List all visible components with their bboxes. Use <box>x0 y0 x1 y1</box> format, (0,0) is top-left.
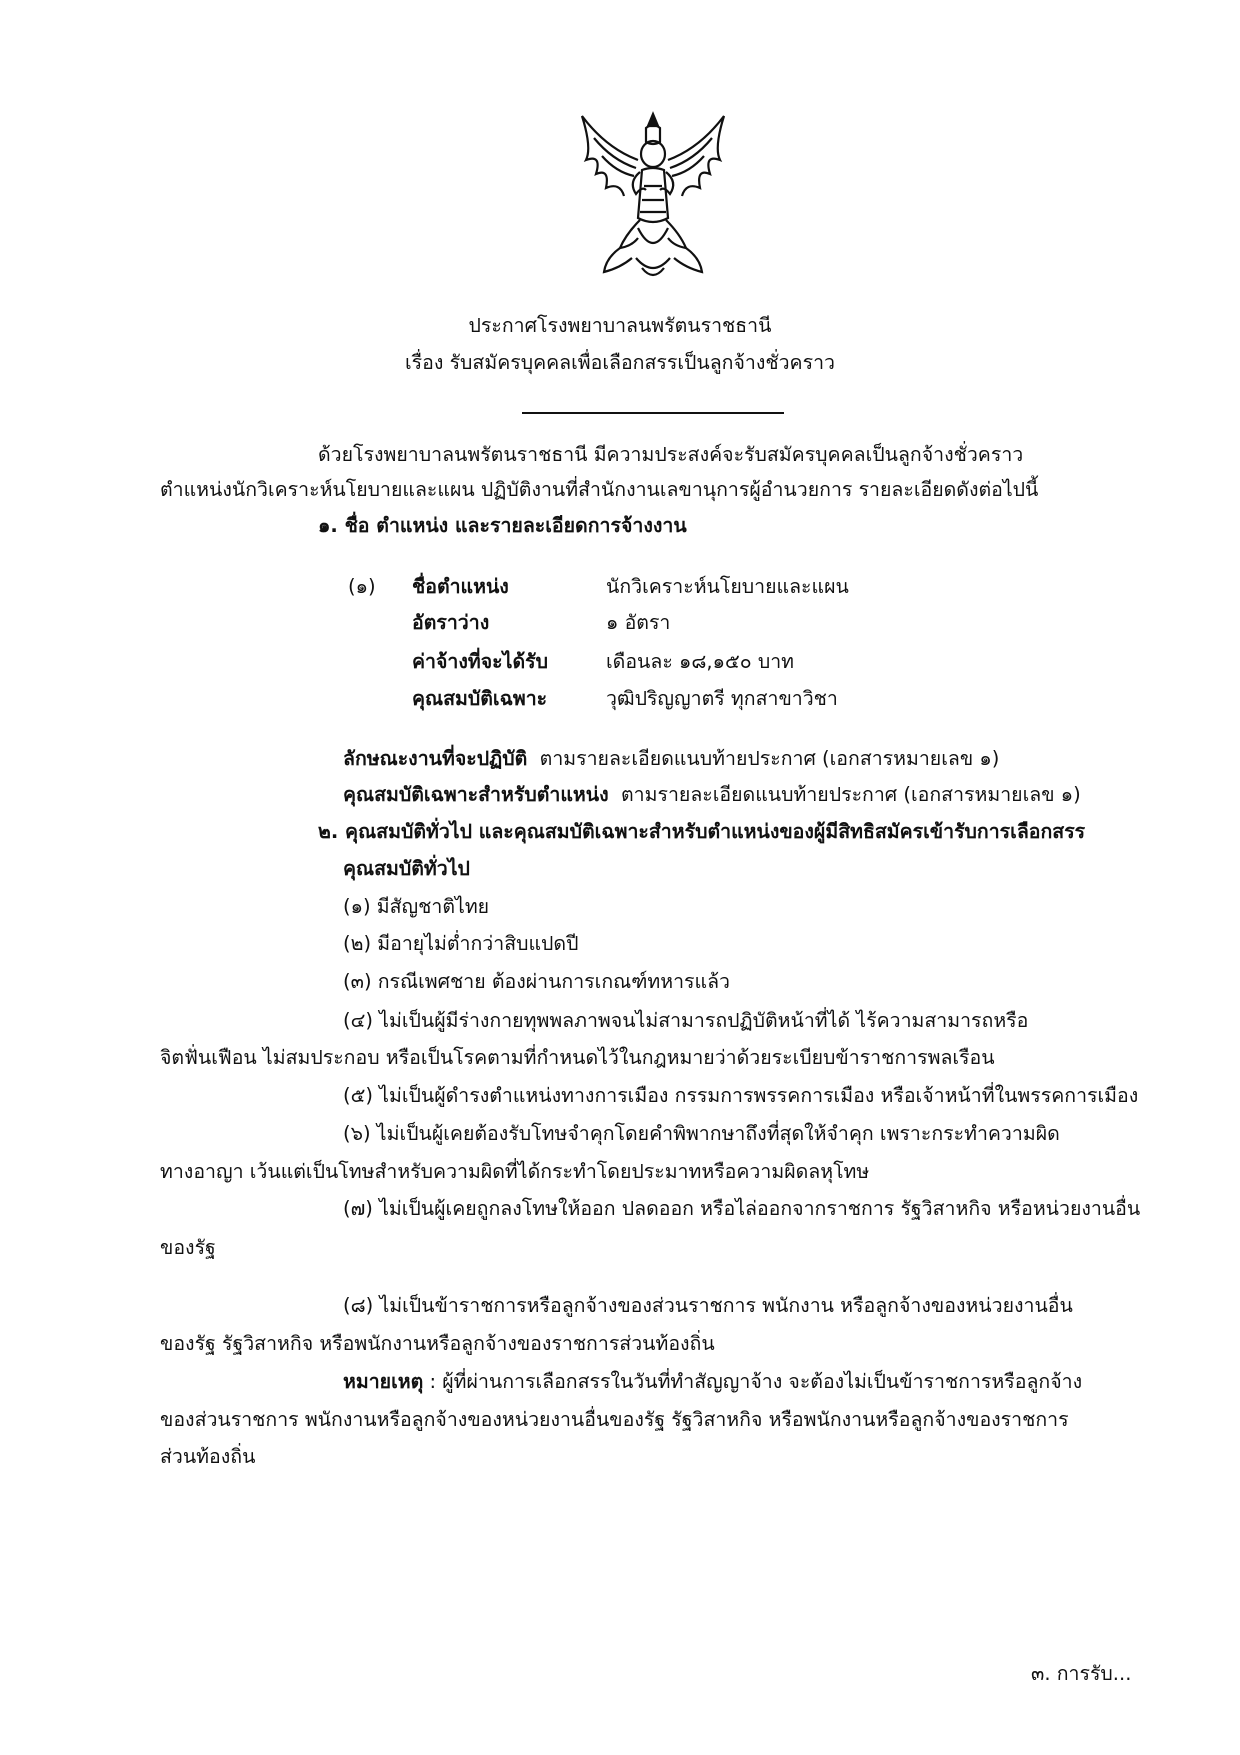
intro-line-1: ด้วยโรงพยาบาลนพรัตนราชธานี มีความประสงค์จะรับสมัครบุคคลเป็นลูกจ้างชั่วคราว <box>318 443 1024 466</box>
intro-line-2: ตำแหน่งนักวิเคราะห์นโยบายและแผน ปฏิบัติงานที่สำนักงานเลขานุการผู้อำนวยการ รายละเอียดดังต่อไปนี้ <box>160 478 1039 501</box>
section1-heading: ๑. ชื่อ ตำแหน่ง และรายละเอียดการจ้างงาน <box>318 514 687 537</box>
position-item-number: (๑) <box>348 575 376 598</box>
salary-label: ค่าจ้างที่จะได้รับ <box>412 650 548 673</box>
qualification-value: วุฒิปริญญาตรี ทุกสาขาวิชา <box>606 687 838 710</box>
qualification-item-2: (๒) มีอายุไม่ต่ำกว่าสิบแปดปี <box>343 932 579 955</box>
garuda-emblem-icon <box>576 108 730 284</box>
position-label: ชื่อตำแหน่ง <box>412 575 509 598</box>
vacancy-label: อัตราว่าง <box>412 611 490 634</box>
duty-label: ลักษณะงานที่จะปฏิบัติ <box>343 747 528 770</box>
qualification-item-4-cont: จิตฟั่นเฟือน ไม่สมประกอบ หรือเป็นโรคตามที่กำหนดไว้ในกฎหมายว่าด้วยระเบียบข้าราชการพลเรือน <box>160 1046 995 1069</box>
qualification-item-6: (๖) ไม่เป็นผู้เคยต้องรับโทษจำคุกโดยคำพิพากษาถึงที่สุดให้จำคุก เพราะกระทำความผิด <box>343 1122 1060 1145</box>
note-text-1: : ผู้ที่ผ่านการเลือกสรรในวันที่ทำสัญญาจ้าง จะต้องไม่เป็นข้าราชการหรือลูกจ้าง <box>423 1370 1083 1393</box>
note-label: หมายเหตุ <box>343 1370 424 1393</box>
qualification-item-7: (๗) ไม่เป็นผู้เคยถูกลงโทษให้ออก ปลดออก หรือไล่ออกจากราชการ รัฐวิสาหกิจ หรือหน่วยงานอื่น <box>343 1197 1141 1220</box>
qualification-item-3: (๓) กรณีเพศชาย ต้องผ่านการเกณฑ์ทหารแล้ว <box>343 970 731 993</box>
general-qualification-heading: คุณสมบัติทั่วไป <box>343 857 470 880</box>
position-qualification-line <box>343 781 1081 809</box>
salary-value: เดือนละ ๑๘,๑๕๐ บาท <box>606 650 795 673</box>
note-line-2: ของส่วนราชการ พนักงานหรือลูกจ้างของหน่วยงานอื่นของรัฐ รัฐวิสาหกิจ หรือพนักงานหรือลูกจ้างของราชการ <box>160 1408 1069 1431</box>
page-continuation: ๓. การรับ... <box>1031 1662 1132 1685</box>
qualification-item-8: (๘) ไม่เป็นข้าราชการหรือลูกจ้างของส่วนราชการ พนักงาน หรือลูกจ้างของหน่วยงานอื่น <box>343 1294 1073 1317</box>
announcement-subject: เรื่อง รับสมัครบุคคลเพื่อเลือกสรรเป็นลูกจ้างชั่วคราว <box>405 351 835 374</box>
qualification-item-4: (๔) ไม่เป็นผู้มีร่างกายทุพพลภาพจนไม่สามารถปฏิบัติหน้าที่ได้ ไร้ความสามารถหรือ <box>343 1009 1029 1032</box>
duty-line <box>343 745 999 773</box>
qualification-item-1: (๑) มีสัญชาติไทย <box>343 895 490 918</box>
note-line-3: ส่วนท้องถิ่น <box>160 1445 256 1468</box>
announcement-title: ประกาศโรงพยาบาลนพรัตนราชธานี <box>468 314 772 337</box>
position-qualification-label: คุณสมบัติเฉพาะสำหรับตำแหน่ง <box>343 783 609 806</box>
position-value: นักวิเคราะห์นโยบายและแผน <box>606 575 849 598</box>
vacancy-value: ๑ อัตรา <box>606 611 671 634</box>
position-qualification-value: ตามรายละเอียดแนบท้ายประกาศ (เอกสารหมายเลข ๑) <box>621 783 1081 806</box>
section2-heading: ๒. คุณสมบัติทั่วไป และคุณสมบัติเฉพาะสำหรับตำแหน่งของผู้มีสิทธิสมัครเข้ารับการเลือกสรร <box>318 820 1086 843</box>
qualification-item-7-cont: ของรัฐ <box>160 1236 216 1259</box>
qualification-item-6-cont: ทางอาญา เว้นแต่เป็นโทษสำหรับความผิดที่ได้กระทำโดยประมาทหรือความผิดลหุโทษ <box>160 1160 870 1183</box>
note-line-1 <box>343 1368 1082 1396</box>
title-divider <box>522 412 784 414</box>
qualification-label: คุณสมบัติเฉพาะ <box>412 687 548 710</box>
qualification-item-5: (๕) ไม่เป็นผู้ดำรงตำแหน่งทางการเมือง กรรมการพรรคการเมือง หรือเจ้าหน้าที่ในพรรคการเมือง <box>343 1084 1139 1107</box>
qualification-item-8-cont: ของรัฐ รัฐวิสาหกิจ หรือพนักงานหรือลูกจ้างของราชการส่วนท้องถิ่น <box>160 1332 715 1355</box>
duty-value: ตามรายละเอียดแนบท้ายประกาศ (เอกสารหมายเลข ๑) <box>539 747 1000 770</box>
